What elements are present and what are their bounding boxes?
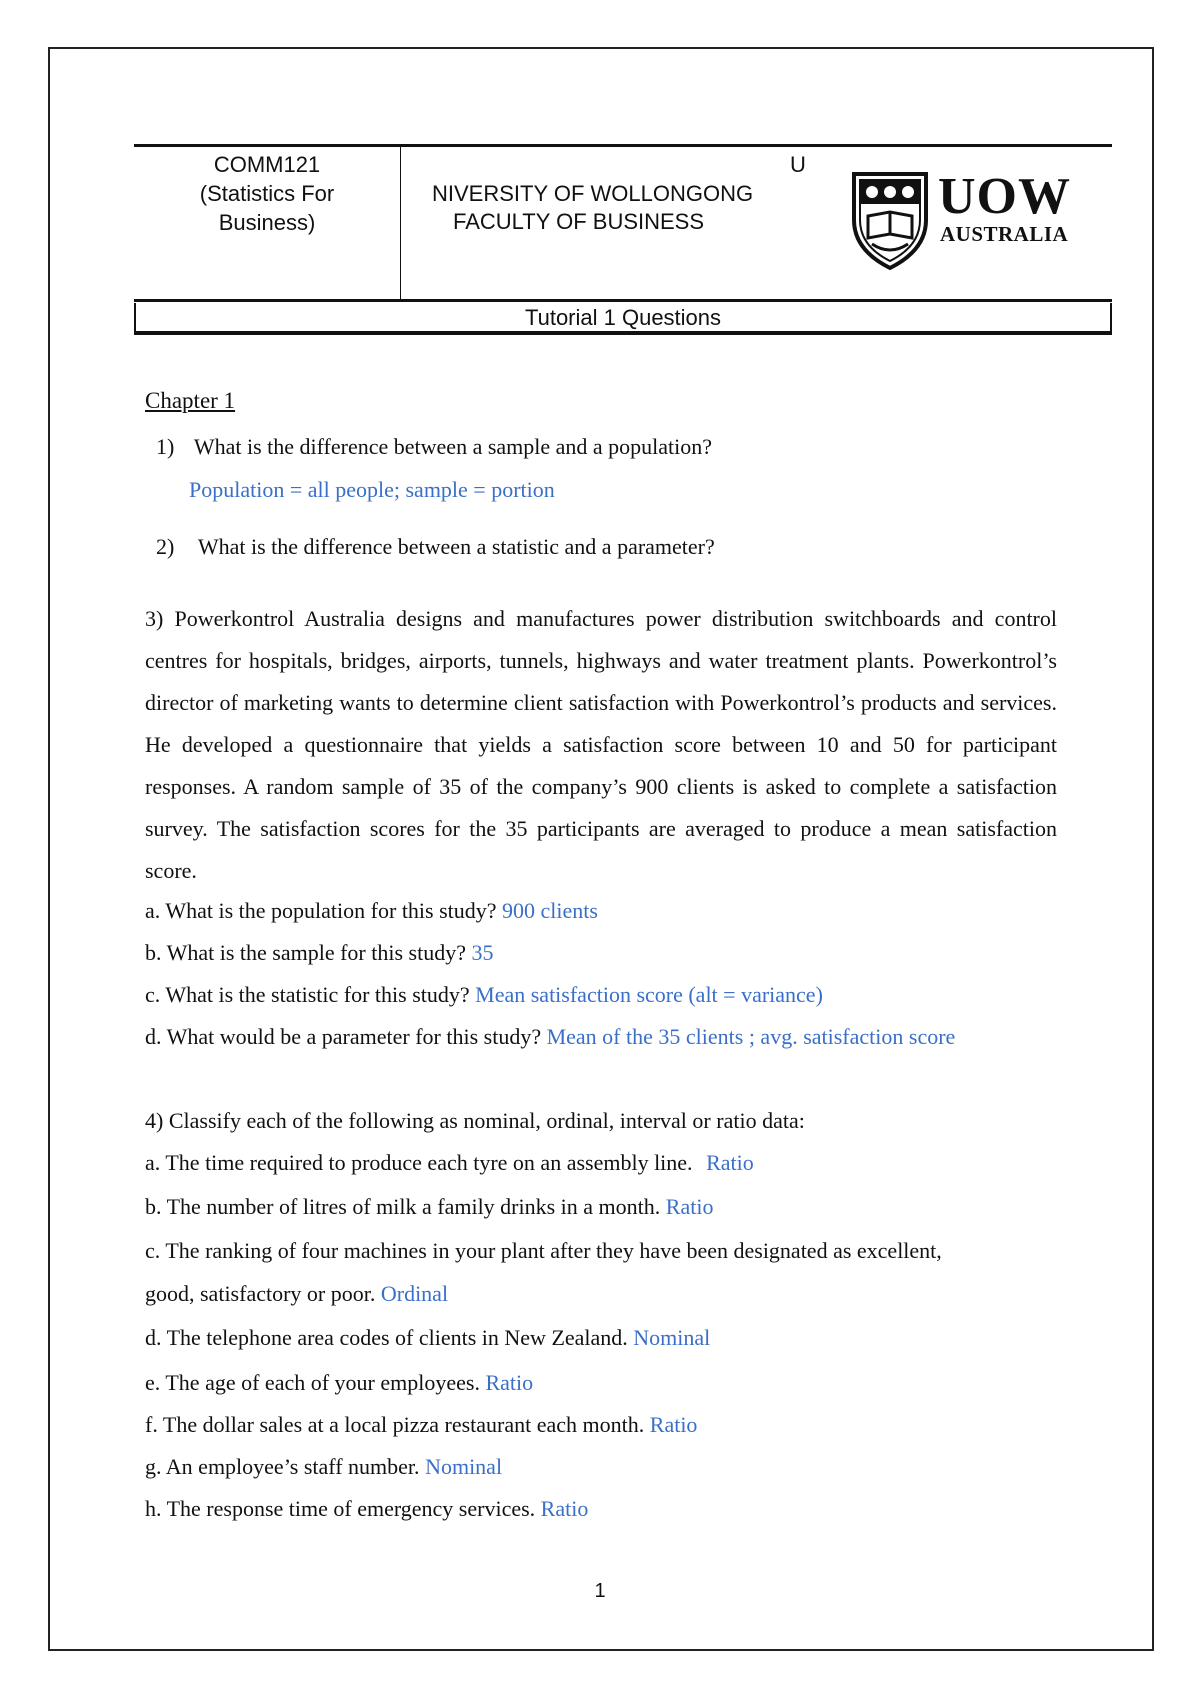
question-1 [156, 432, 712, 462]
answer-1: Population = all people; sample = portion [189, 477, 555, 502]
item-answer: Ratio [540, 1496, 589, 1521]
item-question: e. The age of each of your employees. [145, 1370, 480, 1395]
faculty-name: FACULTY OF BUSINESS [453, 209, 705, 234]
item-question: c. The ranking of four machines in your plant after they have been designated as excellent, [145, 1238, 942, 1263]
question-4-item [145, 1236, 942, 1266]
item-answer: Mean satisfaction score (alt = variance) [475, 982, 823, 1007]
course-name-line-1: (Statistics For [199, 181, 335, 206]
question-2 [156, 532, 715, 562]
item-question: h. The response time of emergency services. [145, 1496, 536, 1521]
header-divider [400, 146, 401, 300]
course-code: COMM121 [213, 152, 321, 177]
item-answer: Ratio [665, 1194, 714, 1219]
crest-icon [848, 168, 932, 270]
question-4-item [145, 1452, 502, 1482]
question-4-intro: 4) Classify each of the following as nominal, ordinal, interval or ratio data: [145, 1108, 805, 1133]
item-question: b. The number of litres of milk a family drinks in a month. [145, 1194, 661, 1219]
question-4-item [145, 1368, 533, 1398]
logo-wordmark: UOW [938, 168, 1071, 225]
course-cell [136, 150, 398, 237]
page-number: 1 [594, 1580, 606, 1602]
university-initial: U [790, 152, 806, 177]
logo-subtitle: AUSTRALIA [940, 222, 1069, 246]
item-question: d. What would be a parameter for this study? [145, 1024, 542, 1049]
tutorial-title-bar [134, 303, 1112, 335]
question-4-item [145, 1323, 710, 1353]
tutorial-title: Tutorial 1 Questions [524, 305, 722, 330]
item-answer: Nominal [633, 1325, 711, 1350]
item-question: a. The time required to produce each tyre on an assembly line. [145, 1150, 693, 1175]
item-answer: Mean of the 35 clients ; avg. satisfaction score [546, 1024, 956, 1049]
item-answer: Nominal [425, 1454, 503, 1479]
item-answer: 900 clients [502, 898, 598, 923]
chapter-heading: Chapter 1 [145, 388, 236, 413]
item-question: g. An employee’s staff number. [145, 1454, 420, 1479]
question-3-item [145, 980, 823, 1010]
item-question: a. What is the population for this study? [145, 898, 497, 923]
item-answer: Ratio [485, 1370, 534, 1395]
item-question: c. What is the statistic for this study? [145, 982, 470, 1007]
question-4-item [145, 1192, 713, 1222]
question-4-item [145, 1494, 588, 1524]
item-question: f. The dollar sales at a local pizza restaurant each month. [145, 1412, 645, 1437]
question-4-item [145, 1410, 697, 1440]
item-answer: Ratio [706, 1150, 754, 1175]
question-4-item [145, 1148, 754, 1178]
question-3-item [145, 896, 598, 926]
header-bottom-rule [134, 299, 1112, 302]
item-question: b. What is the sample for this study? [145, 940, 466, 965]
question-text: What is the difference between a sample and a population? [193, 434, 713, 459]
uow-logo [848, 168, 1088, 270]
item-question: good, satisfactory or poor. [145, 1281, 376, 1306]
item-answer: 35 [471, 940, 494, 965]
item-question: d. The telephone area codes of clients in New Zealand. [145, 1325, 628, 1350]
course-name-line-2: Business) [218, 210, 316, 235]
item-answer: Ratio [649, 1412, 698, 1437]
question-number: 1) [156, 434, 175, 459]
header-top-rule [134, 144, 1112, 147]
item-answer: Ordinal [380, 1281, 449, 1306]
question-4-item [145, 1279, 448, 1309]
question-3-paragraph: 3) Powerkontrol Australia designs and manufactures power distribution switchboards and control centres for hospitals, bridges, airports, tunnels, highways and water treatment plants. Powerkontrol’s director of marketing wants to determine client satisfaction with Powerkontrol’s products and services. He developed a questionnaire that yields a satisfaction score between 10 and 50 for participant responses. A random sample of 35 of the company’s 900 clients is asked to complete a satisfaction survey. The satisfaction scores for the 35 participants are averaged to produce a mean satisfaction score. [145, 606, 1057, 883]
question-3-item [145, 1022, 955, 1052]
university-name: NIVERSITY OF WOLLONGONG [432, 181, 754, 206]
question-3-item [145, 938, 494, 968]
question-text: What is the difference between a statistic and a parameter? [197, 534, 715, 559]
question-number: 2) [156, 534, 175, 559]
